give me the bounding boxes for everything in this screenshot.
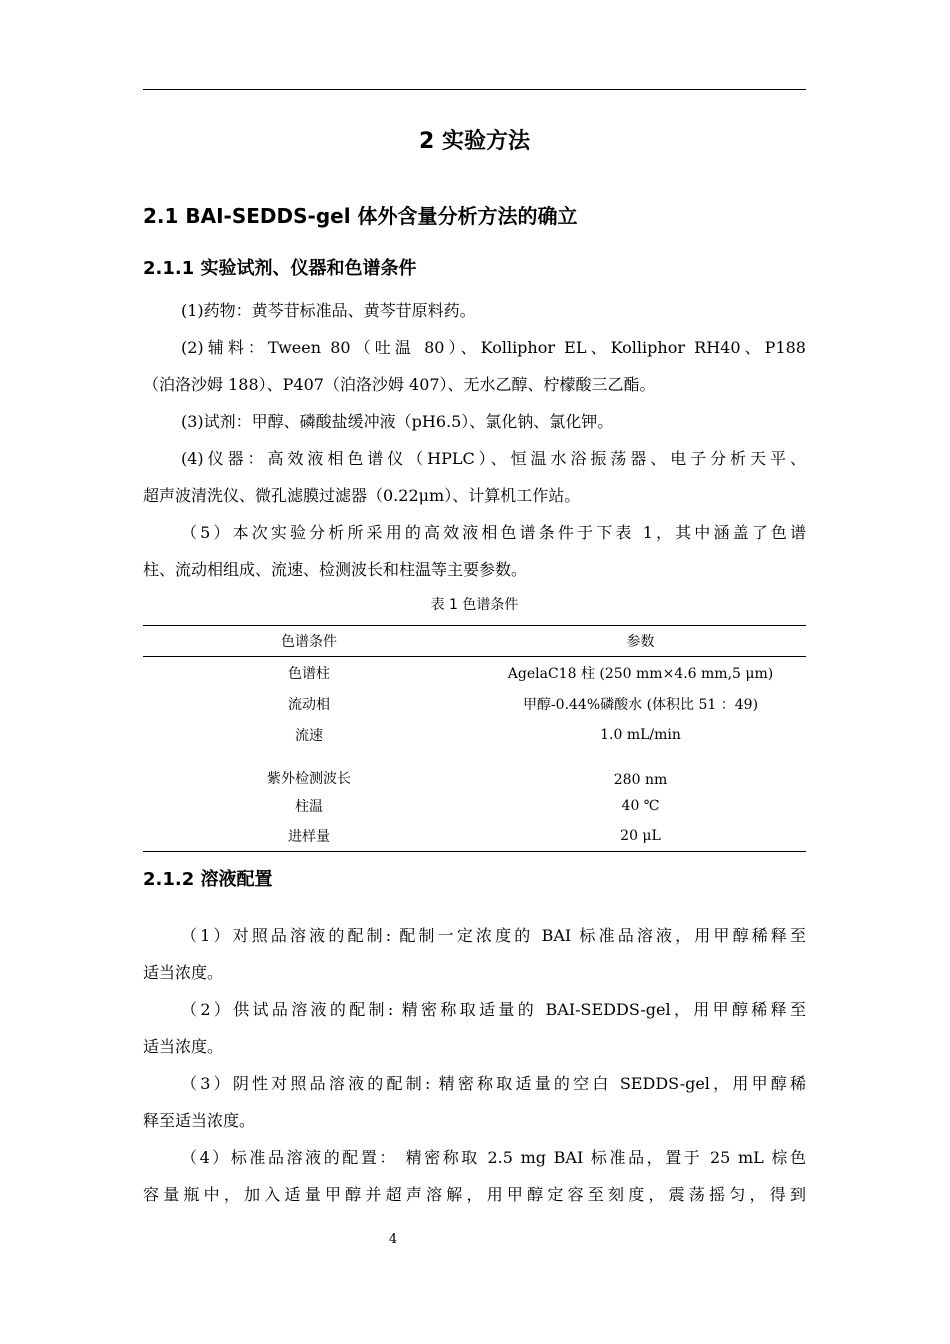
table-caption: 表 1 色谱条件 <box>430 597 519 613</box>
text-line: 适当浓度。 <box>143 1037 224 1056</box>
table-cell: 流动相 <box>288 696 330 713</box>
header-rule <box>143 89 806 90</box>
table-row <box>143 688 806 719</box>
text-line: (4)仪器：高效液相色谱仪（HPLC）、恒温水浴振荡器、电子分析天平、 <box>181 449 806 468</box>
text-line: （1）对照品溶液的配制: 配制一定浓度的 BAI 标准品溶液，用甲醇稀释至 <box>181 926 806 945</box>
text-line: （4）标准品溶液的配置： 精密称取 2.5 mg BAI 标准品，置于 25 mL 棕色 <box>181 1148 806 1167</box>
table-row <box>143 719 806 750</box>
text-line: 适当浓度。 <box>143 963 224 982</box>
table-cell: 进样量 <box>143 821 475 852</box>
table-cell: 色谱柱 <box>288 665 330 682</box>
text-line: 释至适当浓度。 <box>143 1111 256 1130</box>
chapter-title: 2 实验方法 <box>419 129 530 154</box>
text-line: （3）阴性对照品溶液的配制: 精密称取适量的空白 SEDDS-gel，用甲醇稀 <box>181 1074 806 1093</box>
column-header: 色谱条件 <box>143 626 475 657</box>
text-line: (2)辅料：Tween 80（吐温 80）、Kolliphor EL、Kolliphor RH40、P188 <box>181 338 806 357</box>
table-row <box>143 821 806 852</box>
table-row <box>143 657 806 689</box>
table-cell: 紫外检测波长 <box>267 771 351 787</box>
table-cell: AgelaC18 柱 (250 mm×4.6 mm,5 μm) <box>507 665 774 682</box>
text-line: (3)试剂：甲醇、磷酸盐缓冲液（pH6.5）、氯化钠、氯化钾。 <box>181 412 614 431</box>
table-cell: 流速 <box>295 727 323 744</box>
table-cell: 280 nm <box>613 772 668 788</box>
text-line: （泊洛沙姆 188）、P407（泊洛沙姆 407）、无水乙醇、柠檬酸三乙酯。 <box>143 375 656 394</box>
subsection-title: 2.1.2 溶液配置 <box>143 869 273 890</box>
table-cell: 1.0 mL/min <box>600 726 681 743</box>
reagents-paragraphs <box>143 292 806 588</box>
table-header-row <box>143 626 806 657</box>
solution-paragraphs <box>143 917 806 1213</box>
text-line: 超声波清洗仪、微孔滤膜过滤器（0.22μm）、计算机工作站。 <box>143 486 581 505</box>
text-line: (1)药物：黄芩苷标准品、黄芩苷原料药。 <box>181 301 476 320</box>
section-title: 2.1 BAI-SEDDS-gel 体外含量分析方法的确立 <box>143 204 578 228</box>
column-header: 参数 <box>475 626 806 657</box>
table-cell: 40 ℃ <box>621 797 660 814</box>
chromatography-table <box>143 625 806 852</box>
table-cell: 柱温 <box>295 798 323 815</box>
subsection-title: 2.1.1 实验试剂、仪器和色谱条件 <box>143 258 417 279</box>
table-row <box>143 790 806 821</box>
table-cell: 20 μL <box>475 821 806 852</box>
page-number: 4 <box>388 1232 398 1247</box>
text-line: 柱、流动相组成、流速、检测波长和柱温等主要参数。 <box>143 560 528 579</box>
text-line: 容量瓶中，加入适量甲醇并超声溶解，用甲醇定容至刻度，震荡摇匀，得到 <box>143 1185 806 1204</box>
text-line: （2）供试品溶液的配制: 精密称取适量的 BAI-SEDDS-gel，用甲醇稀释至 <box>181 1000 806 1019</box>
table-row <box>143 750 806 790</box>
table-cell: 甲醇-0.44%磷酸水 (体积比 51 ：49) <box>522 696 759 713</box>
text-line: （5）本次实验分析所采用的高效液相色谱条件于下表 1，其中涵盖了色谱 <box>181 523 806 542</box>
